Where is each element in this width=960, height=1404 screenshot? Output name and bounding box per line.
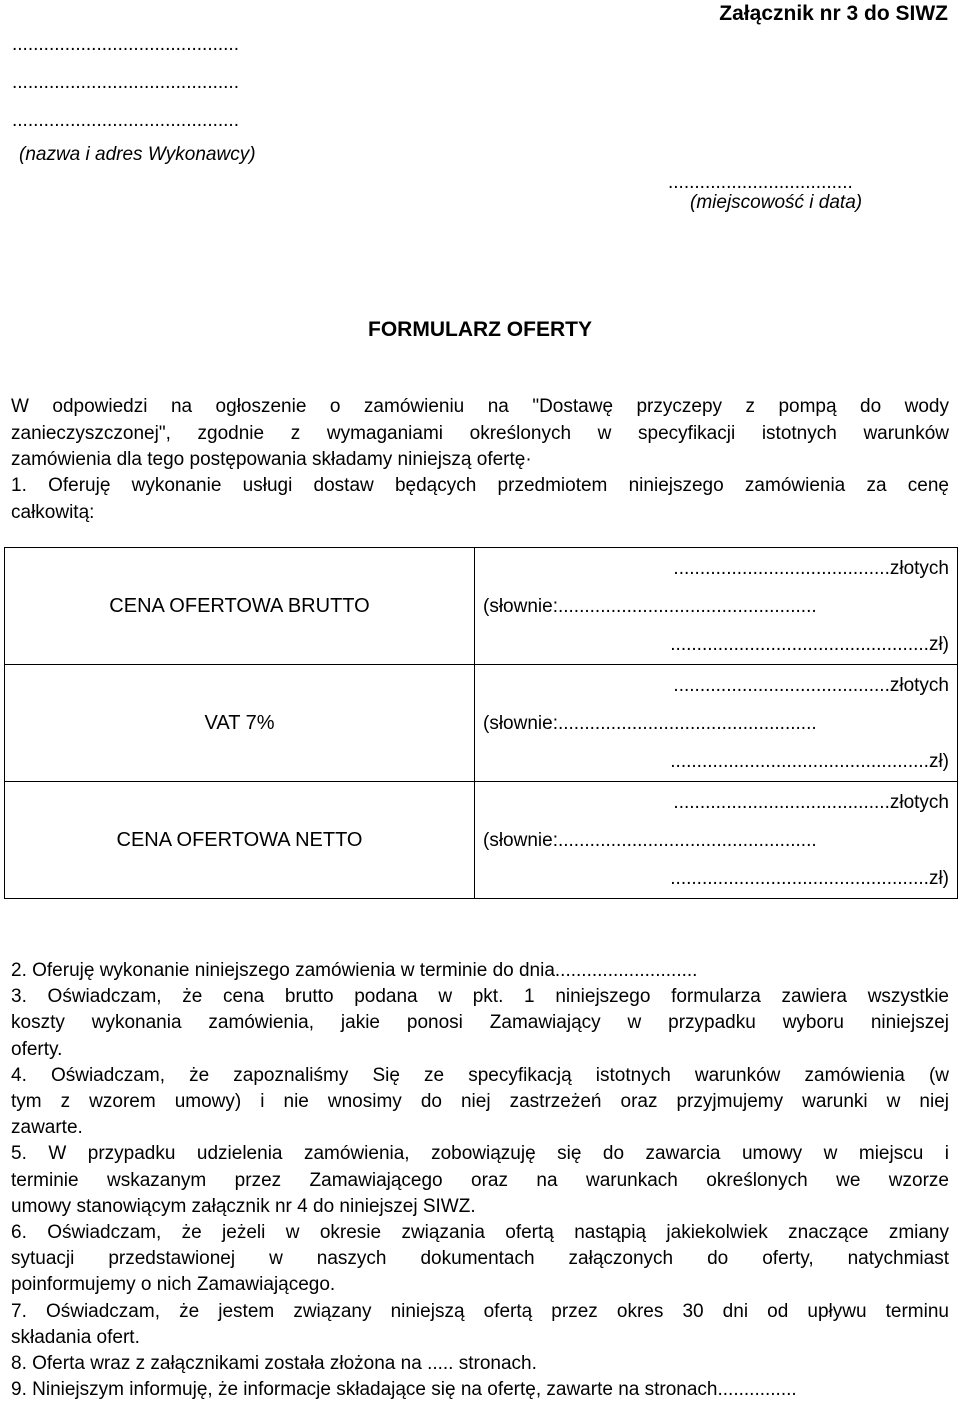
price-value-cell bbox=[475, 548, 958, 665]
amount-words-end: .................................................zł) bbox=[670, 868, 949, 889]
price-value-cell bbox=[475, 665, 958, 782]
amount-words-end: .................................................zł) bbox=[670, 634, 949, 655]
price-label: CENA OFERTOWA BRUTTO bbox=[5, 548, 475, 665]
intro-paragraph bbox=[11, 394, 949, 474]
point-6-line: poinformujemy o nich Zamawiającego. bbox=[11, 1274, 336, 1296]
point-4-line: tym z wzorem umowy) i nie wnosimy do niej zastrzeżeń oraz przyjmujemy warunki w niej bbox=[11, 1091, 949, 1113]
amount-field[interactable]: .........................................złotych bbox=[673, 792, 949, 813]
amount-words-end: .................................................zł) bbox=[670, 751, 949, 772]
intro-line: zamówienia dla tego postępowania składamy niniejszą ofertę· bbox=[11, 449, 532, 470]
contractor-dots-line-2: ........................................... bbox=[12, 72, 239, 93]
point-7-line: składania ofert. bbox=[11, 1326, 140, 1348]
contractor-caption: (nazwa i adres Wykonawcy) bbox=[19, 144, 256, 165]
intro-line: zanieczyszczonej", zgodnie z wymaganiami określonych w specyfikacji istotnych warunków bbox=[11, 422, 949, 444]
point-6-line: 6. Oświadczam, że jeżeli w okresie związania ofertą nastąpią jakiekolwiek znaczące zmiany bbox=[11, 1222, 949, 1244]
point-2-line: 2. Oferuję wykonanie niniejszego zamówienia w terminie do dnia........................... bbox=[11, 960, 698, 981]
point-3-line: 3. Oświadczam, że cena brutto podana w pkt. 1 niniejszego formularza zawiera wszystkie bbox=[11, 986, 949, 1008]
form-title: FORMULARZ OFERTY bbox=[368, 318, 592, 341]
amount-words-field[interactable]: (słownie:................................................. bbox=[483, 596, 817, 617]
point-3-line: koszty wykonania zamówienia, jakie ponosi Zamawiający w przypadku wyboru niniejszej bbox=[11, 1012, 949, 1034]
point-8-line: 8. Oferta wraz z załącznikami została złożona na ..... stronach. bbox=[11, 1353, 537, 1375]
contractor-dots-line-1: ........................................... bbox=[12, 34, 239, 55]
point-4-line: 4. Oświadczam, że zapoznaliśmy Się ze specyfikacją istotnych warunków zamówienia (w bbox=[11, 1064, 949, 1086]
point-1-line: 1. Oferuję wykonanie usługi dostaw będących przedmiotem niniejszego zamówienia za cenę bbox=[11, 475, 949, 496]
point-5-line: umowy stanowiącym załącznik nr 4 do niniejszej SIWZ. bbox=[11, 1195, 476, 1217]
point-5-line: terminie wskazanym przez Zamawiającego oraz na warunkach określonych we wzorze bbox=[11, 1169, 949, 1191]
annex-title: Załącznik nr 3 do SIWZ bbox=[719, 2, 948, 25]
price-label: CENA OFERTOWA NETTO bbox=[5, 782, 475, 899]
contractor-dots-line-3: ........................................... bbox=[12, 110, 239, 131]
point-3-line: oferty. bbox=[11, 1038, 63, 1060]
price-row-vat bbox=[5, 665, 958, 782]
point-4-line: zawarte. bbox=[11, 1117, 83, 1139]
point-1-paragraph bbox=[11, 473, 949, 526]
point-6-line: sytuacji przedstawionej w naszych dokumentach załączonych do oferty, natychmiast bbox=[11, 1248, 949, 1270]
amount-field[interactable]: .........................................złotych bbox=[673, 558, 949, 579]
price-row-gross bbox=[5, 548, 958, 665]
intro-line: W odpowiedzi na ogłoszenie o zamówieniu na "Dostawę przyczepy z pompą do wody bbox=[11, 396, 949, 417]
point-5-line: 5. W przypadku udzielenia zamówienia, zobowiązuję się do zawarcia umowy w miejscu i bbox=[11, 1143, 949, 1165]
points-list bbox=[11, 958, 949, 1403]
place-date-dots: ................................... bbox=[668, 172, 853, 193]
point-1-line: całkowitą: bbox=[11, 501, 95, 523]
price-value-cell bbox=[475, 782, 958, 899]
price-table bbox=[4, 547, 958, 899]
point-9-line: 9. Niniejszym informuję, że informacje składające się na ofertę, zawarte na stronach............... bbox=[11, 1379, 797, 1401]
amount-words-field[interactable]: (słownie:................................................. bbox=[483, 713, 817, 734]
amount-field[interactable]: .........................................złotych bbox=[673, 675, 949, 696]
point-7-line: 7. Oświadczam, że jestem związany niniejszą ofertą przez okres 30 dni od upływu terminu bbox=[11, 1300, 949, 1322]
price-row-net bbox=[5, 782, 958, 899]
place-date-caption: (miejscowość i data) bbox=[690, 192, 863, 213]
price-label: VAT 7% bbox=[5, 665, 475, 782]
amount-words-field[interactable]: (słownie:................................................. bbox=[483, 830, 817, 851]
